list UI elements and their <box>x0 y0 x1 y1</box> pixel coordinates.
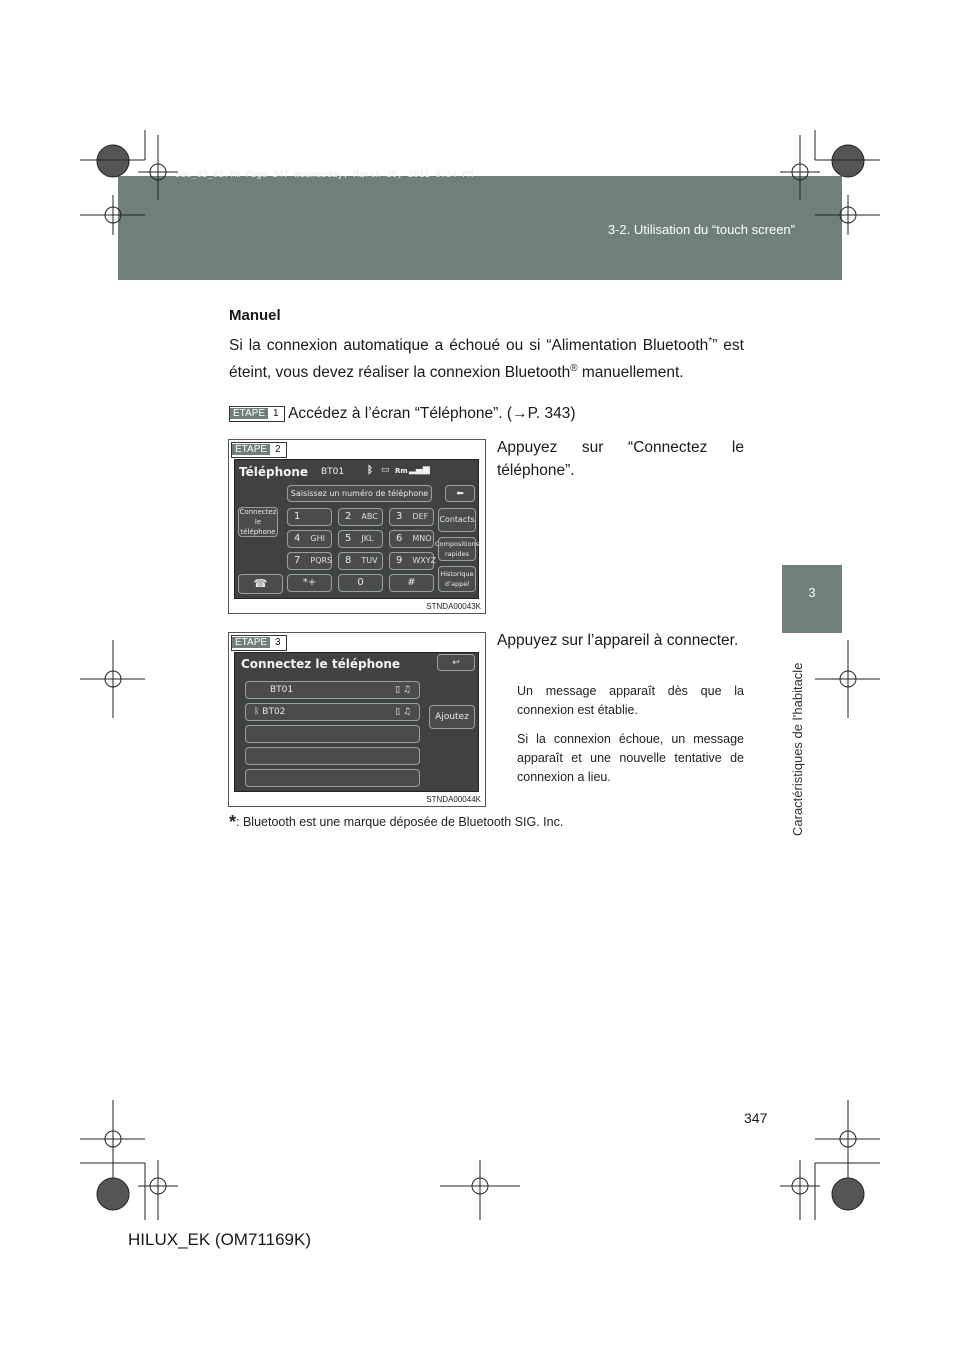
image-code: STNDA00043K <box>426 602 481 611</box>
step-3-text: Appuyez sur l’appareil à connecter. <box>497 632 739 649</box>
signal-icon: ▂▄▆ <box>409 465 430 475</box>
step-2-text: Appuyez sur “Connectez le téléphone”. <box>497 439 744 479</box>
screen-title: Téléphone <box>239 465 309 479</box>
empty-device-slot <box>245 747 420 765</box>
note-connected: Un message apparaît dès que la connexion est établie. <box>517 684 744 717</box>
roaming-status: Rm <box>395 467 408 475</box>
connect-phone-button[interactable]: Connectez le téléphone <box>239 508 277 536</box>
keypad-key[interactable]: 1 <box>287 508 332 526</box>
section-title: 3-2. Utilisation du “touch screen” <box>607 222 795 237</box>
chapter-tab <box>782 565 842 633</box>
handset-icon: ☎ <box>253 577 268 590</box>
keypad-key[interactable]: 8 TUV <box>338 552 383 570</box>
chapter-title: Caractéristiques de l’habitacle <box>790 662 805 836</box>
backspace-button[interactable] <box>445 485 475 502</box>
keypad-key[interactable]: 6 MNO <box>389 530 434 548</box>
return-button[interactable] <box>437 654 475 671</box>
add-device-button[interactable]: Ajoutez <box>429 705 475 729</box>
empty-device-slot <box>245 769 420 787</box>
image-code: STNDA00044K <box>426 795 481 804</box>
phone-screen <box>234 459 479 599</box>
page-number: 347 <box>744 1110 768 1126</box>
step-1 <box>229 405 576 423</box>
contacts-button[interactable]: Contacts <box>438 508 476 532</box>
return-arrow-icon: ↩ <box>452 657 460 668</box>
keypad-key[interactable]: 4 GHI <box>287 530 332 548</box>
footnote-mark: * <box>708 336 713 347</box>
phone-call-button[interactable] <box>238 574 283 594</box>
bluetooth-icon: ᛒ <box>367 465 373 476</box>
note-retry: Si la connexion échoue, un message apparaît et une nouvelle tentative de connexion a lieu. <box>517 732 744 784</box>
device-name: BT02 <box>262 707 286 717</box>
keypad-key[interactable]: 2 ABC <box>338 508 383 526</box>
footnote-mark: * <box>229 812 237 832</box>
step-1-text: Accédez à l’écran “Téléphone”. (→P. 343) <box>288 405 576 422</box>
keypad-key[interactable]: 5 JKL <box>338 530 383 548</box>
intro-paragraph: Si la connexion automatique a échoué ou si “Alimentation Bluetooth*” est éteint, vous devez réaliser la connexion Bluetooth® manuellement. <box>229 336 744 382</box>
battery-icon: ▭ <box>381 465 390 475</box>
device-name: BT01 <box>270 685 294 695</box>
device-profile-icons: ▯ ♫ <box>395 707 411 717</box>
speed-dial-button[interactable]: Compositions rapides <box>438 537 476 561</box>
chapter-side-label <box>786 640 812 840</box>
bluetooth-icon: ᛒ <box>254 707 263 717</box>
keypad-key[interactable]: 7 PQRS <box>287 552 332 570</box>
call-history-button[interactable]: Historique d’appel <box>438 566 476 592</box>
screen-title: Connectez le téléphone <box>241 657 401 671</box>
device-profile-icons: ▯ ♫ <box>395 685 411 695</box>
model-code: HILUX_EK (OM71169K) <box>128 1230 311 1249</box>
step-3-screenshot <box>228 632 486 807</box>
print-crop-note: sec_03_02.fm Page 347 Wednesday, March 30, 2011 6:34 PM <box>175 170 474 180</box>
step-badge: ÉTAPE 2 <box>231 442 287 458</box>
footnote: *: Bluetooth est une marque déposée de Bluetooth SIG. Inc. <box>229 812 564 832</box>
keypad-key[interactable]: 9 WXYZ <box>389 552 434 570</box>
back-arrow-icon: ⬅ <box>456 488 464 499</box>
step-badge: ÉTAPE 3 <box>231 635 287 651</box>
empty-device-slot <box>245 725 420 743</box>
step-2-screenshot <box>228 439 486 614</box>
device-row[interactable] <box>245 703 420 721</box>
device-row[interactable] <box>245 681 420 699</box>
keypad-key[interactable]: # <box>389 574 434 592</box>
connect-phone-screen <box>234 652 479 792</box>
section-heading: Manuel <box>229 307 281 324</box>
registered-mark: ® <box>570 363 578 375</box>
keypad-key[interactable]: 3 DEF <box>389 508 434 526</box>
keypad-key[interactable]: *+ <box>287 574 332 592</box>
keypad-key[interactable]: 0 <box>338 574 383 592</box>
chapter-number: 3 <box>808 585 816 600</box>
number-input[interactable]: Saisissez un numéro de téléphone <box>287 485 432 502</box>
step-badge: ÉTAPE 1 <box>229 406 285 422</box>
device-name: BT01 <box>321 467 345 477</box>
